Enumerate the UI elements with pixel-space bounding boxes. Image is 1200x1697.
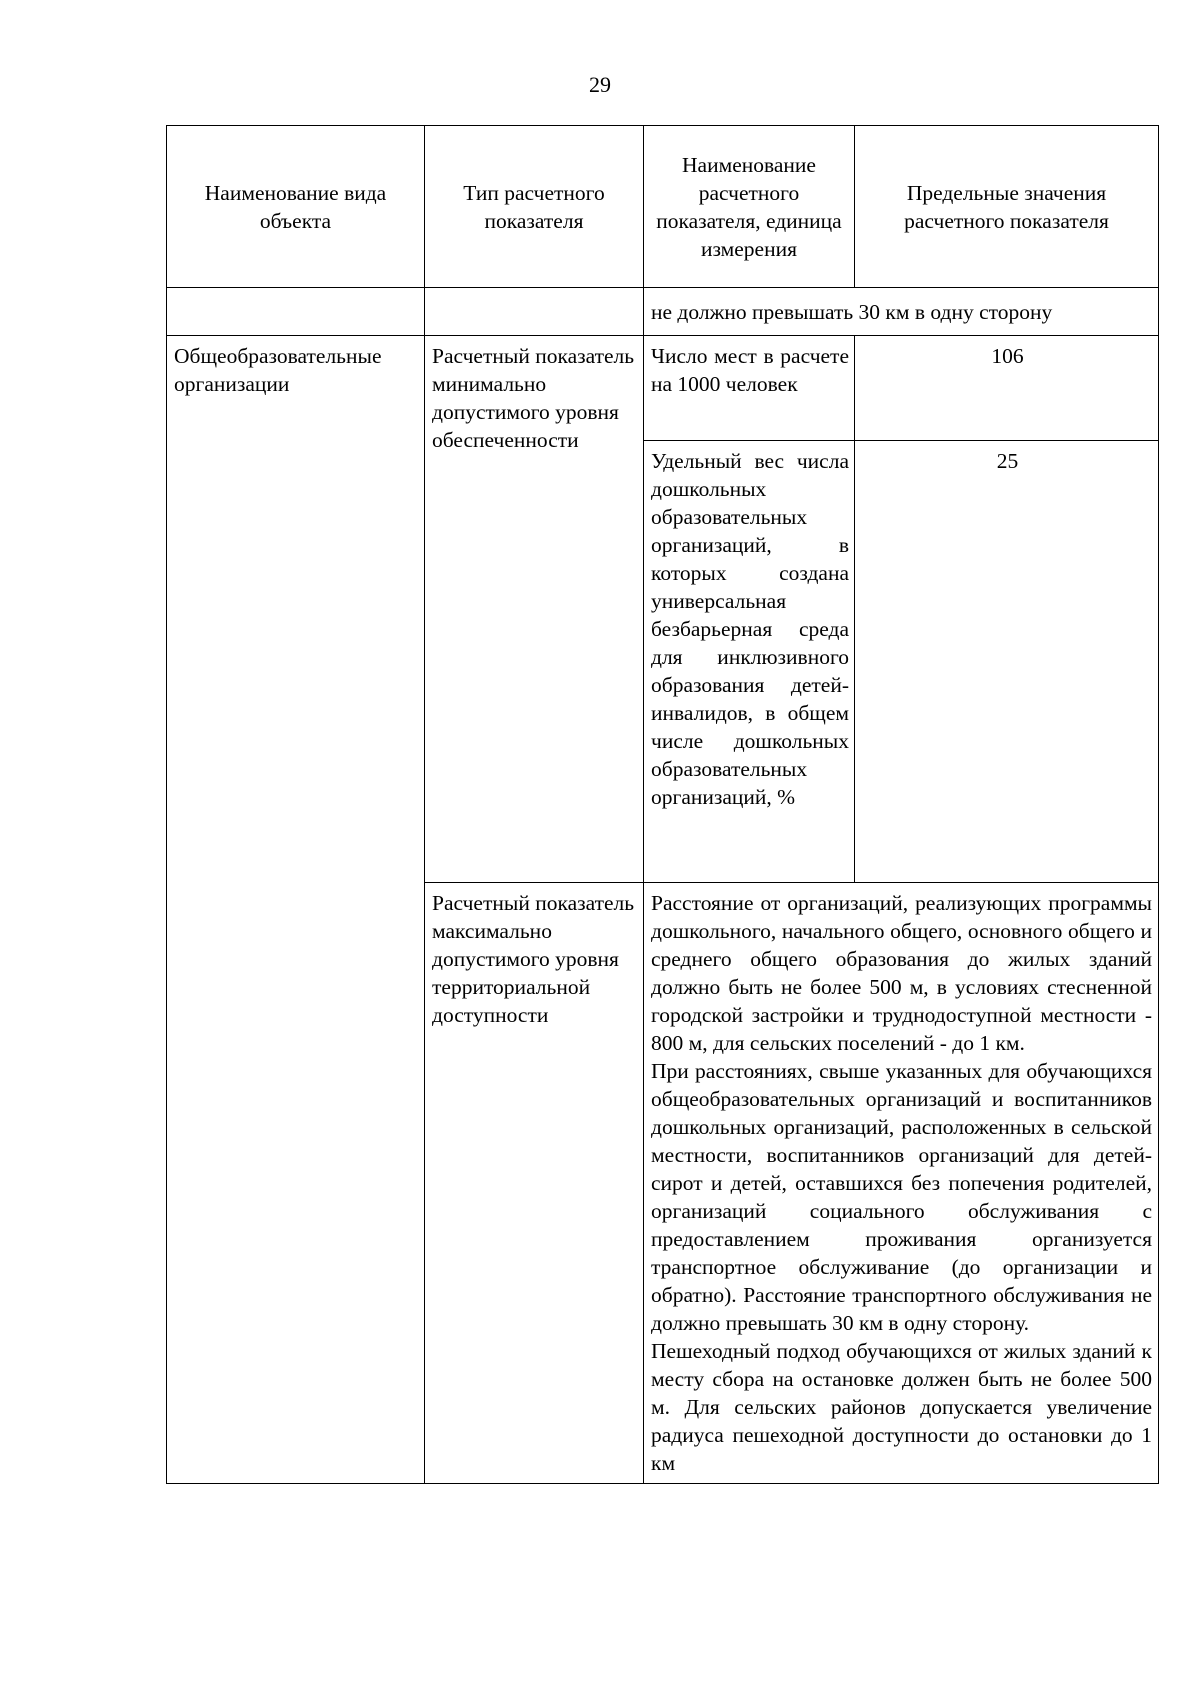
- indicator-type-min-cell: Расчетный показатель минимально допустимого уровня обеспеченности: [425, 336, 644, 883]
- table-header-row: [167, 126, 1159, 288]
- indicator-share-value: 25: [855, 441, 1159, 883]
- empty-cell: [167, 288, 425, 336]
- empty-cell: [425, 288, 644, 336]
- indicator-share-name: Удельный вес числа дошкольных образовательных организаций, в которых создана универсальная безбарьерная среда для инклюзивного образования детей-инвалидов, в общем числе дошкольных образовательных организаций, %: [644, 441, 855, 883]
- indicators-table: [166, 125, 1159, 1484]
- header-indicator-name: Наименование расчетного показателя, единица измерения: [644, 126, 855, 288]
- page-number: 29: [589, 72, 611, 97]
- table-row: [167, 288, 1159, 336]
- indicator-places-name: Число мест в расчете на 1000 человек: [644, 336, 855, 441]
- access-description-cell: [644, 883, 1159, 1484]
- access-paragraph: Пешеходный подход обучающихся от жилых зданий к месту сбора на остановке должен быть не более 500 м. Для сельских районов допускается увеличение радиуса пешеходной доступности до остановки до 1 км: [651, 1339, 1152, 1475]
- indicator-places-value: 106: [855, 336, 1159, 441]
- object-type-cell: Общеобразовательные организации: [167, 336, 425, 1484]
- header-indicator-type: Тип расчетного показателя: [425, 126, 644, 288]
- table-row: [167, 336, 1159, 441]
- indicator-type-max-cell: Расчетный показатель максимально допустимого уровня территориальной доступности: [425, 883, 644, 1484]
- access-paragraph: При расстояниях, свыше указанных для обучающихся общеобразовательных организаций и воспитанников дошкольных организаций, расположенных в сельской местности, воспитанников организаций для детей-сирот и детей, оставшихся без попечения родителей, организаций социального обслуживания с предоставлением проживания организуется транспортное обслуживание (до организации и обратно). Расстояние транспортного обслуживания не должно превышать 30 км в одну сторону.: [651, 1059, 1152, 1335]
- header-object-type: Наименование вида объекта: [167, 126, 425, 288]
- continuation-text: не должно превышать 30 км в одну сторону: [644, 288, 1159, 336]
- access-paragraph: Расстояние от организаций, реализующих программы дошкольного, начального общего, основного общего и среднего общего образования до жилых зданий должно быть не более 500 м, в условиях стесненной городской застройки и труднодоступной местности - 800 м, для сельских поселений - до 1 км.: [651, 891, 1152, 1055]
- header-limit-values: Предельные значения расчетного показателя: [855, 126, 1159, 288]
